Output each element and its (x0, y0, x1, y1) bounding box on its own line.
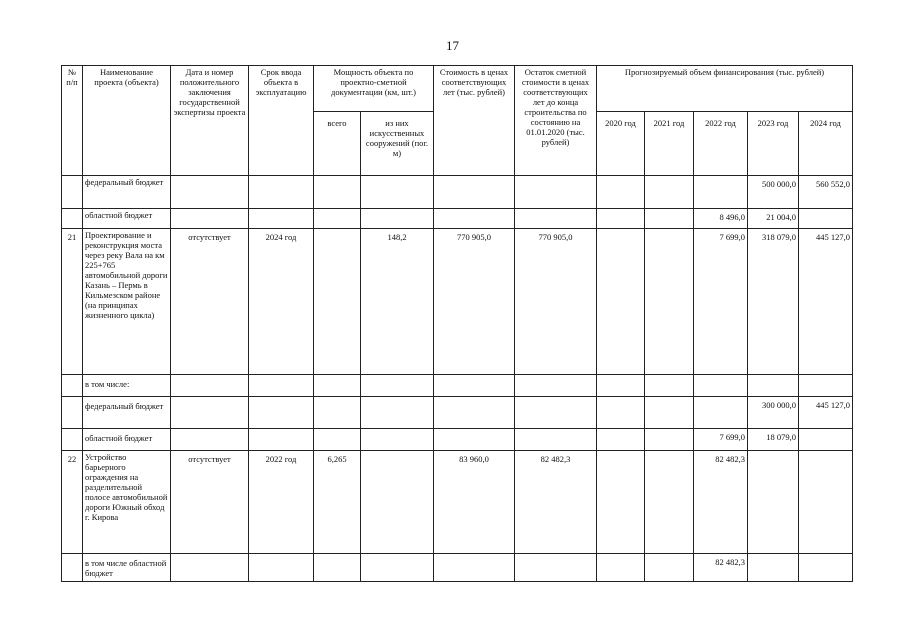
row-label: в том числе: (83, 375, 171, 397)
cell-2022: 82 482,3 (694, 451, 748, 554)
cell-2023: 318 079,0 (748, 229, 799, 375)
header-year-2022: 2022 год (694, 112, 748, 176)
cell-2022: 8 496,0 (694, 209, 748, 229)
header-remaining: Остаток сметной стоимости в ценах соответствующих лет до конца строительства по состоянию на 01.01.2020 (тыс. рублей) (515, 66, 597, 176)
project-name: Устройство барьерного ограждения на разделительной полосе автомобильной дороги Южный обход г. Кирова (83, 451, 171, 554)
cell-2024: 445 127,0 (799, 397, 853, 429)
header-capacity-structures: из них искусственных сооружений (пог. м) (361, 112, 434, 176)
cell-deadline: 2024 год (249, 229, 314, 375)
row-label: федеральный бюджет (83, 176, 171, 209)
table-row (62, 229, 853, 375)
page-number: 17 (446, 38, 459, 53)
header-capacity: Мощность объекта по проектно-сметной документации (км, шт.) (314, 66, 434, 112)
header-year-2024: 2024 год (799, 112, 853, 176)
table-row (62, 176, 853, 209)
header-forecast: Прогнозируемый объем финансирования (тыс. рублей) (597, 66, 853, 112)
cell-2023: 21 004,0 (748, 209, 799, 229)
table-row (62, 429, 853, 451)
table-row (62, 554, 853, 582)
table-row (62, 451, 853, 554)
cell-remaining: 770 905,0 (515, 229, 597, 375)
header-cost: Стоимость в ценах соответствующих лет (тыс. рублей) (434, 66, 515, 176)
row-label: в том числе областной бюджет (83, 554, 171, 582)
project-name: Проектирование и реконструкция моста через реку Вала на км 225+765 автомобильной дороги Казань – Пермь в Кильмезском районе (на принципах жизненного цикла) (83, 229, 171, 375)
header-capacity-total: всего (314, 112, 361, 176)
cell-2022: 7 699,0 (694, 429, 748, 451)
header-num: № п/п (62, 66, 83, 176)
cell-2023: 18 079,0 (748, 429, 799, 451)
cell-structures: 148,2 (361, 229, 434, 375)
table-row (62, 209, 853, 229)
cell-2023: 500 000,0 (748, 176, 799, 209)
header-deadline: Срок ввода объекта в эксплуатацию (249, 66, 314, 176)
cell-cost: 770 905,0 (434, 229, 515, 375)
cell-deadline: 2022 год (249, 451, 314, 554)
cell-capacity-total: 6,265 (314, 451, 361, 554)
cell-expertise: отсутствует (171, 229, 249, 375)
row-label: областной бюджет (83, 209, 171, 229)
row-label: областной бюджет (83, 429, 171, 451)
project-number: 21 (62, 229, 83, 375)
header-year-2020: 2020 год (597, 112, 645, 176)
cell-remaining: 82 482,3 (515, 451, 597, 554)
header-row-1 (62, 66, 853, 112)
cell-2022: 7 699,0 (694, 229, 748, 375)
cell-2024: 445 127,0 (799, 229, 853, 375)
table-row (62, 397, 853, 429)
project-number: 22 (62, 451, 83, 554)
header-year-2021: 2021 год (645, 112, 694, 176)
cell-2024: 560 552,0 (799, 176, 853, 209)
row-label: федеральный бюджет (83, 397, 171, 429)
financing-table (61, 65, 853, 582)
header-name: Наименование проекта (объекта) (83, 66, 171, 176)
cell-2022: 82 482,3 (694, 554, 748, 582)
cell-2023: 300 000,0 (748, 397, 799, 429)
header-expertise: Дата и номер положительного заключения государственной экспертизы проекта (171, 66, 249, 176)
cell-expertise: отсутствует (171, 451, 249, 554)
table-row (62, 375, 853, 397)
header-year-2023: 2023 год (748, 112, 799, 176)
cell-cost: 83 960,0 (434, 451, 515, 554)
